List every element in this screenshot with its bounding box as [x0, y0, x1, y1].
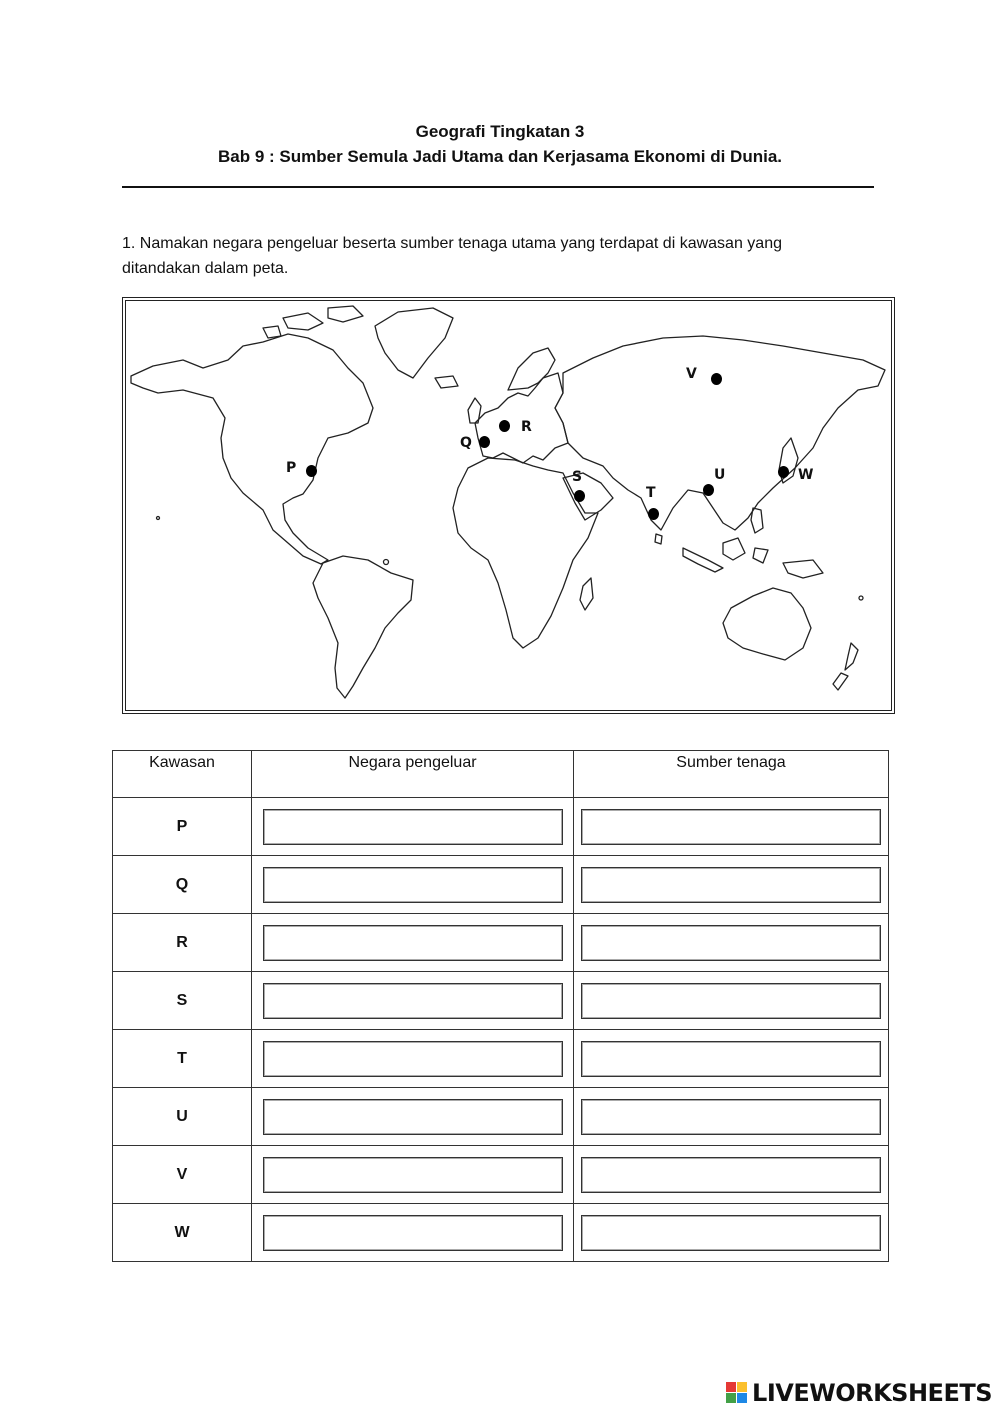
world-map [122, 297, 895, 714]
table-header-row [113, 751, 889, 798]
map-marker-dot-v [711, 373, 722, 385]
negara-input-t[interactable] [263, 1041, 563, 1077]
negara-input-u[interactable] [263, 1099, 563, 1135]
liveworksheets-brand [726, 1379, 992, 1407]
page-subtitle: Bab 9 : Sumber Semula Jadi Utama dan Kerjasama Ekonomi di Dunia. [218, 147, 782, 166]
map-marker-label-q: Q [460, 435, 472, 451]
map-marker-label-p: P [286, 460, 297, 476]
negara-input-w[interactable] [263, 1215, 563, 1251]
map-marker-dot-u [703, 484, 714, 496]
row-label: S [113, 972, 252, 1030]
table-row [113, 1030, 889, 1088]
negara-input-q[interactable] [263, 867, 563, 903]
map-marker-label-t: T [646, 485, 656, 501]
world-map-outline [123, 298, 894, 713]
row-label: P [113, 798, 252, 856]
header-kawasan: Kawasan [113, 751, 252, 798]
sumber-input-s[interactable] [581, 983, 881, 1019]
map-marker-label-r: R [521, 419, 532, 435]
sumber-input-w[interactable] [581, 1215, 881, 1251]
map-marker-dot-r [499, 420, 510, 432]
row-label: T [113, 1030, 252, 1088]
table-row [113, 914, 889, 972]
brand-name: LIVEWORKSHEETS [752, 1379, 992, 1407]
answer-table [112, 750, 889, 1262]
sumber-input-t[interactable] [581, 1041, 881, 1077]
sumber-input-q[interactable] [581, 867, 881, 903]
table-row [113, 798, 889, 856]
question-text: 1. Namakan negara pengeluar beserta sumber tenaga utama yang terdapat di kawasan yang ditandakan dalam peta. [122, 235, 782, 277]
table-row [113, 856, 889, 914]
table-row [113, 1204, 889, 1262]
row-label: W [113, 1204, 252, 1262]
negara-input-s[interactable] [263, 983, 563, 1019]
map-marker-label-s: S [572, 469, 583, 485]
table-row [113, 1146, 889, 1204]
negara-input-v[interactable] [263, 1157, 563, 1193]
sumber-input-r[interactable] [581, 925, 881, 961]
map-marker-dot-p [306, 465, 317, 477]
map-marker-label-w: W [798, 467, 814, 483]
map-marker-dot-s [574, 490, 585, 502]
table-row [113, 1088, 889, 1146]
liveworksheets-logo-icon [726, 1382, 748, 1404]
row-label: U [113, 1088, 252, 1146]
header-sumber-tenaga: Sumber tenaga [574, 751, 889, 798]
map-marker-label-u: U [714, 467, 726, 483]
row-label: Q [113, 856, 252, 914]
map-marker-dot-w [778, 466, 789, 478]
map-marker-dot-t [648, 508, 659, 520]
sumber-input-p[interactable] [581, 809, 881, 845]
title-divider [122, 186, 874, 188]
page-title: Geografi Tingkatan 3 [415, 122, 585, 141]
table-row [113, 972, 889, 1030]
negara-input-p[interactable] [263, 809, 563, 845]
sumber-input-v[interactable] [581, 1157, 881, 1193]
negara-input-r[interactable] [263, 925, 563, 961]
row-label: V [113, 1146, 252, 1204]
sumber-input-u[interactable] [581, 1099, 881, 1135]
header-negara-pengeluar: Negara pengeluar [252, 751, 574, 798]
map-marker-label-v: V [686, 366, 697, 382]
map-marker-dot-q [479, 436, 490, 448]
row-label: R [113, 914, 252, 972]
